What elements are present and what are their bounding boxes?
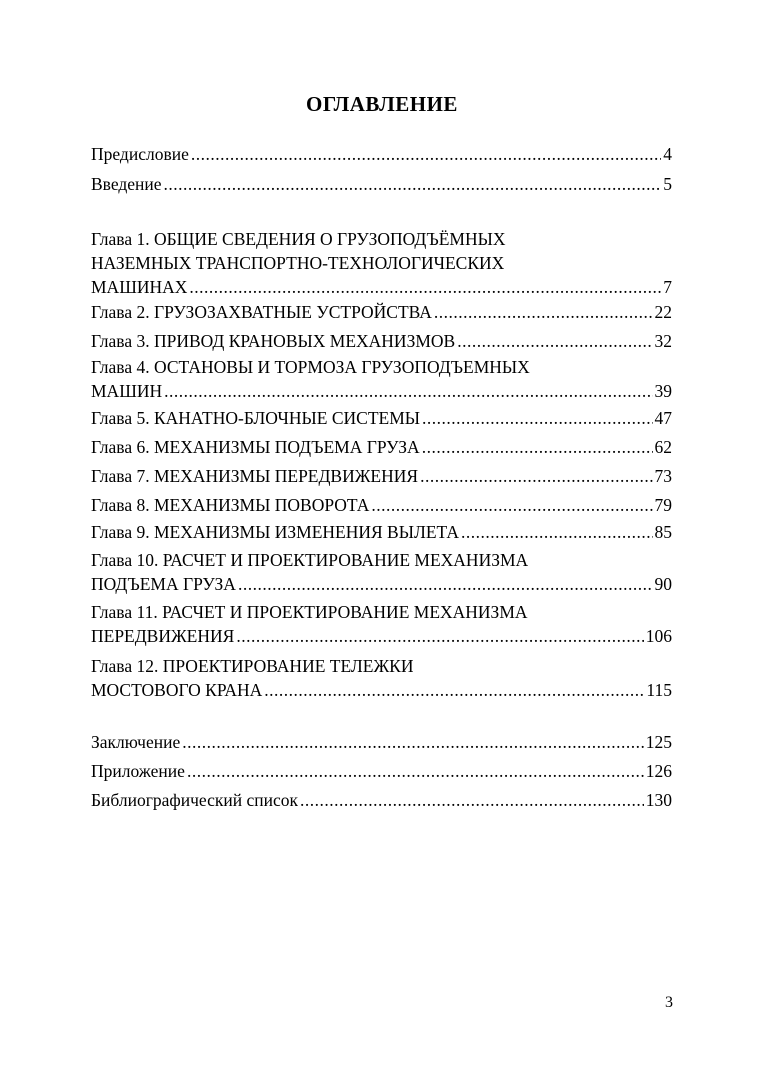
dot-leader (164, 379, 652, 403)
toc-entry-line: Глава 4. ОСТАНОВЫ И ТОРМОЗА ГРУЗОПОДЪЕМНЫХ (91, 357, 530, 377)
toc-entry-leader-row (91, 788, 672, 812)
toc-entry-line: Глава 8. МЕХАНИЗМЫ ПОВОРОТА (91, 495, 370, 515)
toc-entry-leader-row (91, 520, 672, 544)
toc-entry-leader-row (91, 759, 672, 783)
dot-leader (420, 464, 652, 488)
toc-entry[interactable] (91, 600, 672, 648)
toc-entry-leader-row (91, 730, 672, 754)
toc-entry-leader-row (91, 493, 672, 517)
toc-entry-leader-row (91, 435, 672, 459)
toc-entry-page: 125 (645, 732, 672, 752)
page-number: 3 (665, 994, 673, 1011)
toc-entry[interactable] (91, 464, 672, 488)
toc-entry-line: ПОДЪЕМА ГРУЗА (91, 574, 236, 594)
page-title: ОГЛАВЛЕНИЕ (306, 92, 458, 116)
toc-entry-leader-row (91, 172, 672, 196)
toc-entry[interactable] (91, 759, 672, 783)
toc-entry-page: 39 (654, 381, 672, 401)
dot-leader (457, 329, 652, 353)
toc-entry-page: 106 (645, 626, 672, 646)
dot-leader (189, 275, 661, 299)
dot-leader (164, 172, 662, 196)
toc-entry-page: 5 (663, 174, 672, 194)
toc-entry-line: Заключение (91, 732, 181, 752)
dot-leader (236, 624, 643, 648)
toc-entry[interactable] (91, 520, 672, 544)
toc-entry[interactable] (91, 172, 672, 196)
toc-entry-page: 115 (646, 680, 672, 700)
toc-entry[interactable] (91, 788, 672, 812)
toc-entry[interactable] (91, 406, 672, 430)
toc-entry-page: 126 (645, 761, 672, 781)
toc-entry[interactable] (91, 730, 672, 754)
toc-entry-page: 7 (663, 277, 672, 297)
toc-entry-line: Библиографический список (91, 790, 299, 810)
toc-entry[interactable] (91, 435, 672, 459)
toc-entry[interactable] (91, 493, 672, 517)
toc-entry-leader-row (91, 464, 672, 488)
toc-entry-page: 62 (654, 437, 672, 457)
toc-entry[interactable] (91, 654, 672, 702)
toc-entry-line: Глава 10. РАСЧЕТ И ПРОЕКТИРОВАНИЕ МЕХАНИЗМА (91, 550, 529, 570)
toc-entry-line: Глава 7. МЕХАНИЗМЫ ПЕРЕДВИЖЕНИЯ (91, 466, 419, 486)
dot-leader (264, 678, 644, 702)
toc-entry[interactable] (91, 142, 672, 166)
toc-entry-line: Предисловие (91, 144, 189, 164)
toc-entry-line: Приложение (91, 761, 185, 781)
dot-leader (300, 788, 644, 812)
toc-entry-line: МОСТОВОГО КРАНА (91, 680, 263, 700)
toc-entry-leader-row (91, 406, 672, 430)
toc-entry-leader-row (91, 624, 672, 648)
toc-entry-leader-row (91, 275, 672, 299)
toc-entry-line: МАШИНАХ (91, 277, 188, 297)
toc-entry[interactable] (91, 227, 672, 299)
toc-entry[interactable] (91, 355, 672, 403)
dot-leader (238, 572, 653, 596)
toc-entry-line: Глава 5. КАНАТНО-БЛОЧНЫЕ СИСТЕМЫ (91, 408, 421, 428)
toc-entry-line: Глава 12. ПРОЕКТИРОВАНИЕ ТЕЛЕЖКИ (91, 656, 414, 676)
toc-entry-page: 90 (654, 574, 672, 594)
toc-entry[interactable] (91, 548, 672, 596)
dot-leader (422, 406, 652, 430)
toc-entry-line: Глава 9. МЕХАНИЗМЫ ИЗМЕНЕНИЯ ВЫЛЕТА (91, 522, 459, 542)
toc-entry-page: 85 (654, 522, 672, 542)
toc-entry-leader-row (91, 142, 672, 166)
toc-entry-page: 47 (654, 408, 672, 428)
toc-entry-line: Глава 6. МЕХАНИЗМЫ ПОДЪЕМА ГРУЗА (91, 437, 420, 457)
toc-entry-page: 130 (645, 790, 672, 810)
toc-entry[interactable] (91, 329, 672, 353)
toc-entry-line: ПЕРЕДВИЖЕНИЯ (91, 626, 235, 646)
toc-entry-line: Глава 2. ГРУЗОЗАХВАТНЫЕ УСТРОЙСТВА (91, 302, 432, 322)
toc-entry-leader-row (91, 572, 672, 596)
toc-entry-line: Глава 1. ОБЩИЕ СВЕДЕНИЯ О ГРУЗОПОДЪЁМНЫХ (91, 229, 506, 249)
toc-entry-page: 22 (654, 302, 672, 322)
toc-entry-page: 79 (654, 495, 672, 515)
toc-entry-line: Введение (91, 174, 162, 194)
toc-entry-leader-row (91, 379, 672, 403)
toc-entry-leader-row (91, 678, 672, 702)
toc-entry-page: 4 (663, 144, 672, 164)
toc-entry-line: НАЗЕМНЫХ ТРАНСПОРТНО-ТЕХНОЛОГИЧЕСКИХ (91, 253, 505, 273)
toc-entry[interactable] (91, 300, 672, 324)
toc-entry-line: Глава 3. ПРИВОД КРАНОВЫХ МЕХАНИЗМОВ (91, 331, 456, 351)
toc-entry-line: МАШИН (91, 381, 163, 401)
toc-entry-leader-row (91, 329, 672, 353)
dot-leader (371, 493, 652, 517)
dot-leader (187, 759, 644, 783)
dot-leader (422, 435, 653, 459)
toc-entry-leader-row (91, 300, 672, 324)
dot-leader (434, 300, 653, 324)
toc-entry-page: 73 (654, 466, 672, 486)
dot-leader (461, 520, 653, 544)
dot-leader (182, 730, 644, 754)
toc-entry-page: 32 (654, 331, 672, 351)
dot-leader (191, 142, 661, 166)
toc-entry-line: Глава 11. РАСЧЕТ И ПРОЕКТИРОВАНИЕ МЕХАНИЗМА (91, 602, 528, 622)
